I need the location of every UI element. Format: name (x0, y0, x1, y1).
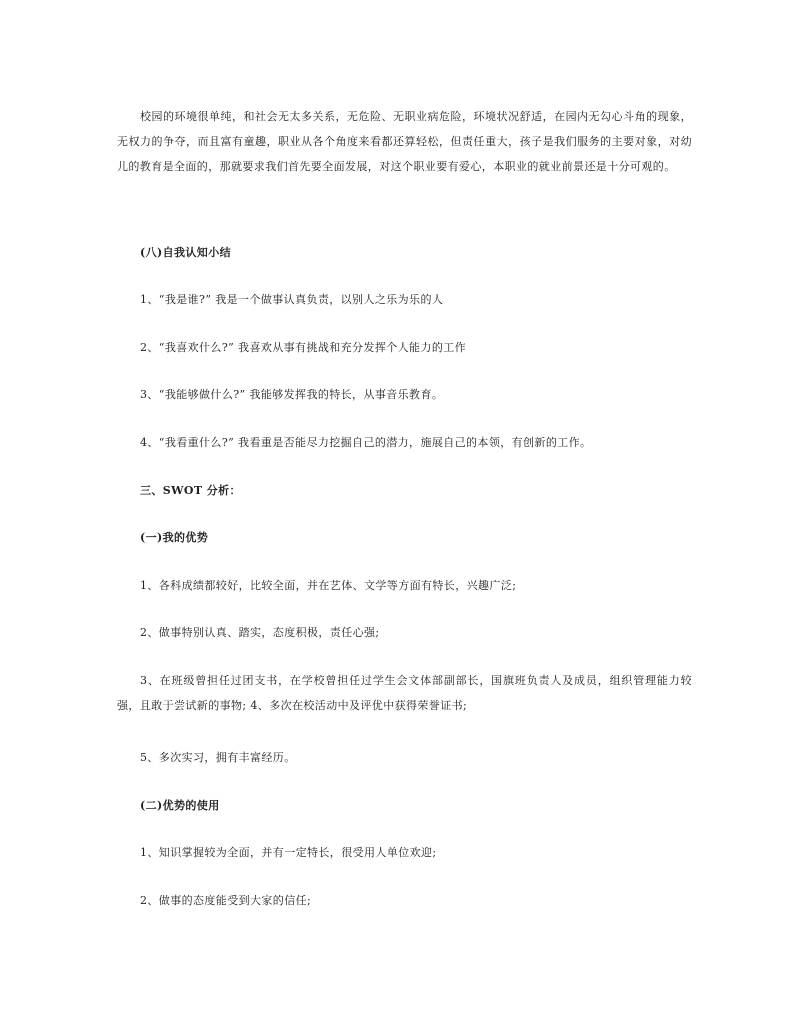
heading-swot-analysis: 三、SWOT 分析： (140, 484, 241, 497)
list-item-strength-internships: 5、多次实习，拥有丰富经历。 (140, 751, 296, 764)
heading-my-strengths: (一)我的优势 (140, 531, 209, 544)
list-item-strength-attitude: 2、做事特别认真、踏实，态度积极，责任心强; (140, 626, 380, 639)
heading-using-strengths: (二)优势的使用 (140, 799, 220, 812)
list-item-what-i-value: 4、“我看重什么?” 我看重是否能尽力挖掘自己的潜力，施展自己的本领，有创新的工作。 (140, 436, 592, 449)
list-item-strength-grades: 1、各科成绩都较好，比较全面，并在艺体、文学等方面有特长，兴趣广泛; (140, 579, 517, 592)
list-item-use-knowledge: 1、知识掌握较为全面，并有一定特长，很受用人单位欢迎; (140, 846, 437, 859)
list-item-who-am-i: 1、“我是谁?” 我是一个做事认真负责，以别人之乐为乐的人 (140, 293, 444, 306)
paragraph-environment: 校园的环境很单纯，和社会无太多关系，无危险、无职业病危险，环境状况舒适，在园内无勾心斗角的现象，无权力的争夺，而且富有童趣，职业从各个角度来看都还算轻松，但责任重大，孩子是我们服务的主要对象，对幼儿的教育是全面的，那就要求我们首先要全面发展，对这个职业要有爱心，本职业的就业前景还是十分可观的。 (117, 110, 692, 173)
heading-self-cognition-summary: (八)自我认知小结 (140, 246, 232, 259)
list-item-strength-leadership: 3、在班级曾担任过团支书，在学校曾担任过学生会文体部副部长，国旗班负责人及成员，组织管理能力较强，且敢于尝试新的事物; 4、多次在校活动中及评优中获得荣誉证书; (117, 674, 692, 712)
list-item-what-i-can-do: 3、“我能够做什么?” 我能够发挥我的特长，从事音乐教育。 (140, 388, 444, 401)
list-item-what-i-like: 2、“我喜欢什么?” 我喜欢从事有挑战和充分发挥个人能力的工作 (140, 341, 467, 354)
list-item-use-attitude: 2、做事的态度能受到大家的信任; (140, 894, 312, 907)
